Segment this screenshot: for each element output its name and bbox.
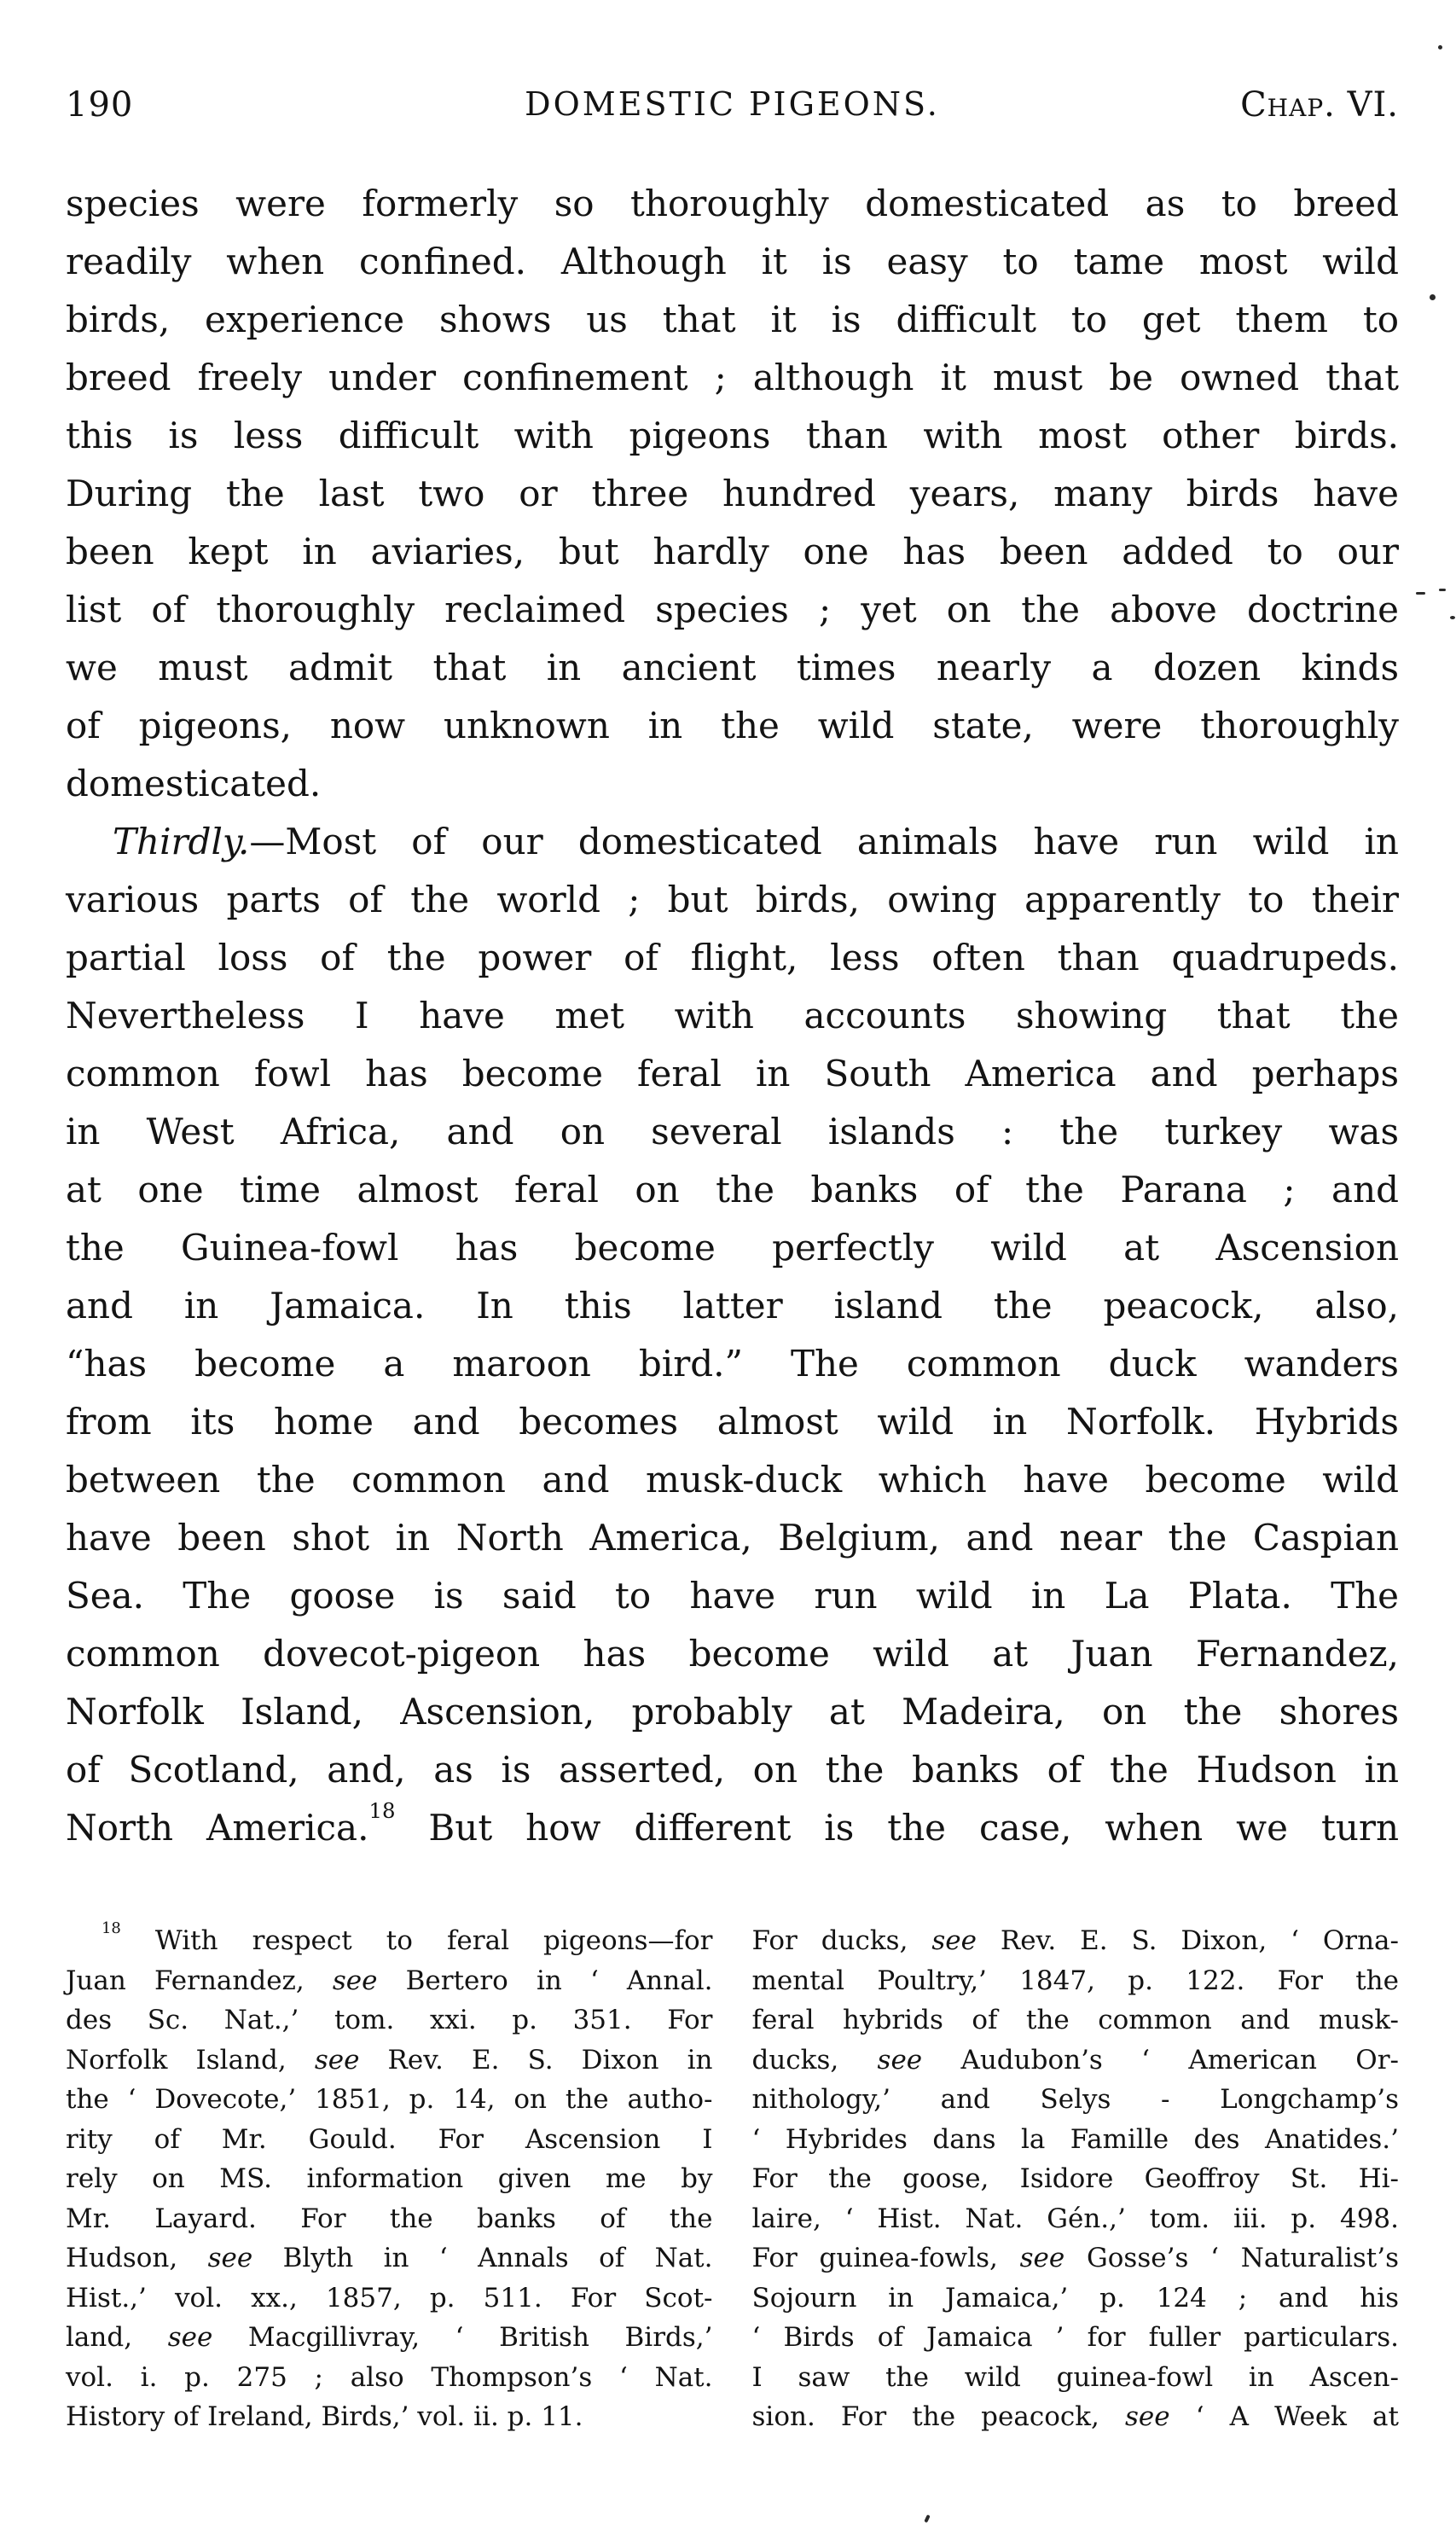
- text-line: at one time almost feral on the banks of the Parana ; and: [66, 1169, 1399, 1210]
- text-line: I saw the wild guinea-fowl in Ascen-: [751, 2361, 1399, 2393]
- chapter-label: Chap. VI.: [1240, 85, 1399, 125]
- text-line: History of Ireland, Birds,’ vol. ii. p. 11.: [66, 2401, 583, 2432]
- text-line: this is less difficult with pigeons than with most other birds.: [66, 415, 1399, 456]
- footnotes-section: [66, 1921, 1399, 2437]
- ink-speck: [1416, 592, 1425, 595]
- text-line: of Scotland, and, as is asserted, on the banks of the Hudson in: [66, 1749, 1399, 1791]
- text-line: domesticated.: [66, 763, 322, 804]
- text-line: from its home and becomes almost wild in Norfolk. Hybrids: [66, 1401, 1399, 1443]
- ink-speck: [1450, 616, 1455, 619]
- text-line: mental Poultry,’ 1847, p. 122. For the: [751, 1965, 1399, 1996]
- text-line: feral hybrids of the common and musk-: [751, 2005, 1399, 2035]
- running-title: DOMESTIC PIGEONS.: [525, 85, 940, 123]
- text-line: $^{18}$ With respect to feral pigeons—for: [102, 1919, 713, 1956]
- ink-speck: [1438, 45, 1442, 49]
- text-line: species were formerly so thoroughly domesticated as to breed: [66, 183, 1399, 224]
- text-line: ‘ Hybrides dans la Famille des Anatides.’: [751, 2123, 1399, 2155]
- ink-speck: [924, 2515, 930, 2523]
- text-line: Juan Fernandez, see Bertero in ‘ Annal.: [66, 1965, 713, 1996]
- text-line: and in Jamaica. In this latter island the peacock, also,: [66, 1285, 1399, 1327]
- text-line: For ducks, see Rev. E. S. Dixon, ‘ Orna-: [751, 1925, 1399, 1956]
- ink-speck: [1430, 294, 1436, 300]
- text-line: common dovecot-pigeon has become wild at Juan Fernandez,: [66, 1633, 1399, 1675]
- text-line: have been shot in North America, Belgium, and near the Caspian: [66, 1517, 1399, 1559]
- text-line: For the goose, Isidore Geoffroy St. Hi-: [751, 2163, 1399, 2194]
- text-line: Norfolk Island, Ascension, probably at Madeira, on the shores: [66, 1691, 1399, 1733]
- text-line: Norfolk Island, see Rev. E. S. Dixon in: [66, 2044, 713, 2075]
- text-line: been kept in aviaries, but hardly one has been added to our: [66, 531, 1399, 572]
- text-line: Hist.,’ vol. xx., 1857, p. 511. For Scot-: [66, 2282, 713, 2313]
- text-line: ducks, see Audubon’s ‘ American Or-: [751, 2044, 1399, 2075]
- text-line: the ‘ Dovecote,’ 1851, p. 14, on the autho-: [66, 2084, 713, 2115]
- text-line: rity of Mr. Gould. For Ascension I: [66, 2123, 713, 2155]
- footnote-column-right: [752, 1921, 1400, 2437]
- text-line: “has become a maroon bird.” The common duck wanders: [66, 1343, 1399, 1385]
- paragraph: [66, 175, 1399, 813]
- text-line: common fowl has become feral in South America and perhaps: [66, 1053, 1399, 1094]
- text-line: the Guinea-fowl has become perfectly wild at Ascension: [66, 1227, 1399, 1268]
- text-line: North America.$^{18}$ But how different is the case, when we turn: [66, 1798, 1399, 1849]
- text-line: Mr. Layard. For the banks of the: [66, 2203, 713, 2234]
- text-line: Sojourn in Jamaica,’ p. 124 ; and his: [751, 2282, 1399, 2313]
- page-body-text: [66, 175, 1399, 1857]
- text-line: breed freely under confinement ; although it must be owned that: [66, 357, 1399, 398]
- text-line: ‘ Birds of Jamaica ’ for fuller particulars.: [751, 2322, 1399, 2353]
- text-line: various parts of the world ; but birds, owing apparently to their: [66, 879, 1399, 920]
- text-line: Nevertheless I have met with accounts showing that the: [66, 995, 1399, 1036]
- footnote-column-left: [66, 1921, 713, 2437]
- text-line: birds, experience shows us that it is difficult to get them to: [66, 299, 1399, 340]
- text-line: laire, ‘ Hist. Nat. Gén.,’ tom. iii. p. 498.: [751, 2203, 1399, 2234]
- text-line: During the last two or three hundred years, many birds have: [66, 473, 1399, 514]
- text-line: For guinea-fowls, see Gosse’s ‘ Naturalist’s: [751, 2243, 1399, 2273]
- text-line: we must admit that in ancient times nearly a dozen kinds: [66, 647, 1399, 688]
- text-line: Sea. The goose is said to have run wild in La Plata. The: [66, 1575, 1399, 1617]
- text-line: nithology,’ and Selys - Longchamp’s: [751, 2084, 1399, 2115]
- text-line: of pigeons, now unknown in the wild state, were thoroughly: [66, 705, 1399, 746]
- page-number: 190: [66, 85, 134, 125]
- text-line: between the common and musk-duck which have become wild: [66, 1459, 1399, 1501]
- running-header: [66, 85, 1399, 128]
- text-line: sion. For the peacock, see ‘ A Week at: [751, 2401, 1399, 2432]
- ink-speck: [1439, 589, 1446, 591]
- text-line: Thirdly.—Most of our domesticated animals have run wild in: [113, 821, 1399, 862]
- text-line: in West Africa, and on several islands : the turkey was: [66, 1111, 1399, 1152]
- paragraph: [66, 813, 1399, 1857]
- text-line: Hudson, see Blyth in ‘ Annals of Nat.: [66, 2243, 713, 2273]
- text-line: rely on MS. information given me by: [66, 2163, 713, 2194]
- text-line: list of thoroughly reclaimed species ; yet on the above doctrine: [66, 589, 1399, 630]
- text-line: readily when confined. Although it is easy to tame most wild: [66, 241, 1399, 282]
- text-line: partial loss of the power of flight, less often than quadrupeds.: [66, 937, 1399, 978]
- text-line: vol. i. p. 275 ; also Thompson’s ‘ Nat.: [66, 2361, 713, 2393]
- text-line: land, see Macgillivray, ‘ British Birds,’: [66, 2322, 713, 2353]
- text-line: des Sc. Nat.,’ tom. xxi. p. 351. For: [66, 2005, 713, 2035]
